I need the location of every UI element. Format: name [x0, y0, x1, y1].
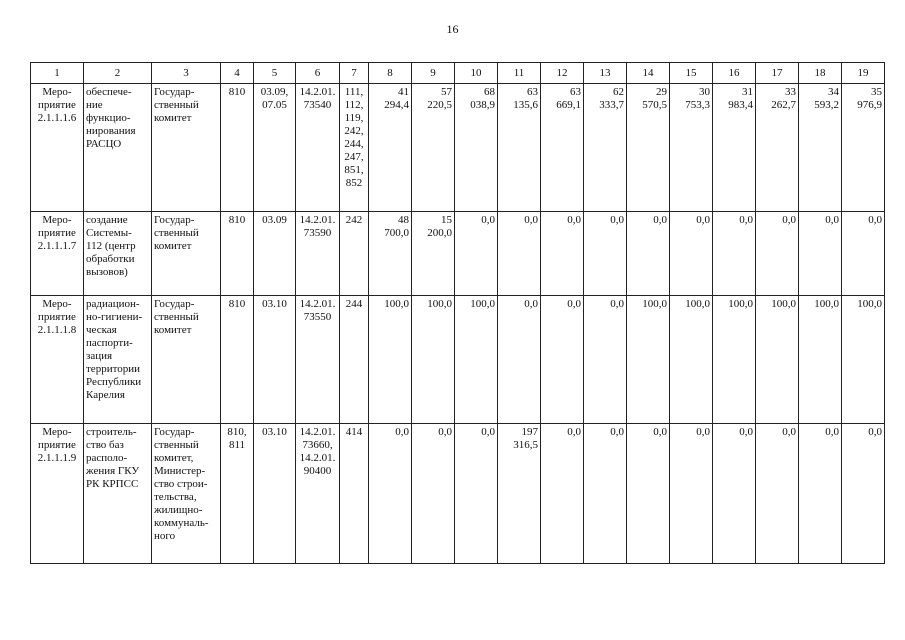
- code-cell: 810: [221, 212, 254, 296]
- executor-cell: Государ- ственный комитет: [152, 84, 221, 212]
- header-cell: 8: [369, 63, 412, 84]
- value-cell: 0,0: [369, 424, 412, 564]
- header-cell: 15: [670, 63, 713, 84]
- event-name-cell: радиацион- но-гигиени- ческая паспорти- зация территории Республики Карелия: [84, 296, 152, 424]
- value-cell: 0,0: [584, 424, 627, 564]
- value-cell: 197 316,5: [498, 424, 541, 564]
- value-cell: 68 038,9: [455, 84, 498, 212]
- value-cell: 0,0: [756, 424, 799, 564]
- target-article-cell: 14.2.01. 73550: [296, 296, 340, 424]
- value-cell: 62 333,7: [584, 84, 627, 212]
- value-cell: 15 200,0: [412, 212, 455, 296]
- value-cell: 0,0: [799, 212, 842, 296]
- target-article-cell: 14.2.01. 73540: [296, 84, 340, 212]
- header-cell: 2: [84, 63, 152, 84]
- value-cell: 33 262,7: [756, 84, 799, 212]
- value-cell: 0,0: [455, 424, 498, 564]
- value-cell: 0,0: [498, 212, 541, 296]
- table-row: [31, 84, 885, 212]
- value-cell: 100,0: [842, 296, 885, 424]
- table-row: [31, 296, 885, 424]
- expense-type-cell: 242: [340, 212, 369, 296]
- header-cell: 4: [221, 63, 254, 84]
- value-cell: 57 220,5: [412, 84, 455, 212]
- header-cell: 16: [713, 63, 756, 84]
- value-cell: 31 983,4: [713, 84, 756, 212]
- code-cell: 810, 811: [221, 424, 254, 564]
- section-cell: 03.09, 07.05: [254, 84, 296, 212]
- header-cell: 9: [412, 63, 455, 84]
- value-cell: 0,0: [627, 424, 670, 564]
- value-cell: 48 700,0: [369, 212, 412, 296]
- value-cell: 0,0: [713, 212, 756, 296]
- event-code-cell: Меро- приятие 2.1.1.1.6: [31, 84, 84, 212]
- expense-type-cell: 111, 112, 119, 242, 244, 247, 851, 852: [340, 84, 369, 212]
- event-code-cell: Меро- приятие 2.1.1.1.8: [31, 296, 84, 424]
- value-cell: 100,0: [455, 296, 498, 424]
- header-cell: 5: [254, 63, 296, 84]
- header-row: [31, 63, 885, 84]
- value-cell: 35 976,9: [842, 84, 885, 212]
- header-cell: 18: [799, 63, 842, 84]
- value-cell: 0,0: [670, 424, 713, 564]
- page-number: 16: [446, 22, 459, 36]
- value-cell: 0,0: [412, 424, 455, 564]
- section-cell: 03.09: [254, 212, 296, 296]
- value-cell: 30 753,3: [670, 84, 713, 212]
- value-cell: 34 593,2: [799, 84, 842, 212]
- event-code-cell: Меро- приятие 2.1.1.1.9: [31, 424, 84, 564]
- header-cell: 7: [340, 63, 369, 84]
- value-cell: 100,0: [627, 296, 670, 424]
- table-row: [31, 212, 885, 296]
- value-cell: 100,0: [369, 296, 412, 424]
- value-cell: 100,0: [670, 296, 713, 424]
- code-cell: 810: [221, 296, 254, 424]
- target-article-cell: 14.2.01. 73590: [296, 212, 340, 296]
- executor-cell: Государ- ственный комитет: [152, 296, 221, 424]
- value-cell: 0,0: [670, 212, 713, 296]
- table-body: [31, 63, 885, 564]
- expense-type-cell: 244: [340, 296, 369, 424]
- executor-cell: Государ- ственный комитет, Министер- ство строи- тельства, жилищно- коммуналь- ного: [152, 424, 221, 564]
- value-cell: 100,0: [713, 296, 756, 424]
- event-code-cell: Меро- приятие 2.1.1.1.7: [31, 212, 84, 296]
- value-cell: 0,0: [756, 212, 799, 296]
- budget-table: [30, 62, 885, 564]
- value-cell: 100,0: [756, 296, 799, 424]
- value-cell: 0,0: [799, 424, 842, 564]
- header-cell: 1: [31, 63, 84, 84]
- value-cell: 41 294,4: [369, 84, 412, 212]
- code-cell: 810: [221, 84, 254, 212]
- header-cell: 19: [842, 63, 885, 84]
- value-cell: 63 669,1: [541, 84, 584, 212]
- value-cell: 0,0: [455, 212, 498, 296]
- header-cell: 12: [541, 63, 584, 84]
- header-cell: 17: [756, 63, 799, 84]
- target-article-cell: 14.2.01. 73660, 14.2.01. 90400: [296, 424, 340, 564]
- value-cell: 29 570,5: [627, 84, 670, 212]
- value-cell: 0,0: [541, 212, 584, 296]
- header-cell: 6: [296, 63, 340, 84]
- section-cell: 03.10: [254, 296, 296, 424]
- value-cell: 0,0: [584, 296, 627, 424]
- executor-cell: Государ- ственный комитет: [152, 212, 221, 296]
- value-cell: 0,0: [842, 212, 885, 296]
- expense-type-cell: 414: [340, 424, 369, 564]
- value-cell: 0,0: [627, 212, 670, 296]
- value-cell: 0,0: [842, 424, 885, 564]
- event-name-cell: создание Системы- 112 (центр обработки вызовов): [84, 212, 152, 296]
- value-cell: 0,0: [584, 212, 627, 296]
- header-cell: 14: [627, 63, 670, 84]
- value-cell: 100,0: [412, 296, 455, 424]
- value-cell: 0,0: [541, 424, 584, 564]
- value-cell: 100,0: [799, 296, 842, 424]
- header-cell: 10: [455, 63, 498, 84]
- event-name-cell: строитель- ство баз располо- жения ГКУ РК КРПСС: [84, 424, 152, 564]
- event-name-cell: обеспече- ние функцио- нирования РАСЦО: [84, 84, 152, 212]
- header-cell: 3: [152, 63, 221, 84]
- value-cell: 0,0: [498, 296, 541, 424]
- value-cell: 63 135,6: [498, 84, 541, 212]
- value-cell: 0,0: [541, 296, 584, 424]
- table-row: [31, 424, 885, 564]
- header-cell: 13: [584, 63, 627, 84]
- section-cell: 03.10: [254, 424, 296, 564]
- header-cell: 11: [498, 63, 541, 84]
- value-cell: 0,0: [713, 424, 756, 564]
